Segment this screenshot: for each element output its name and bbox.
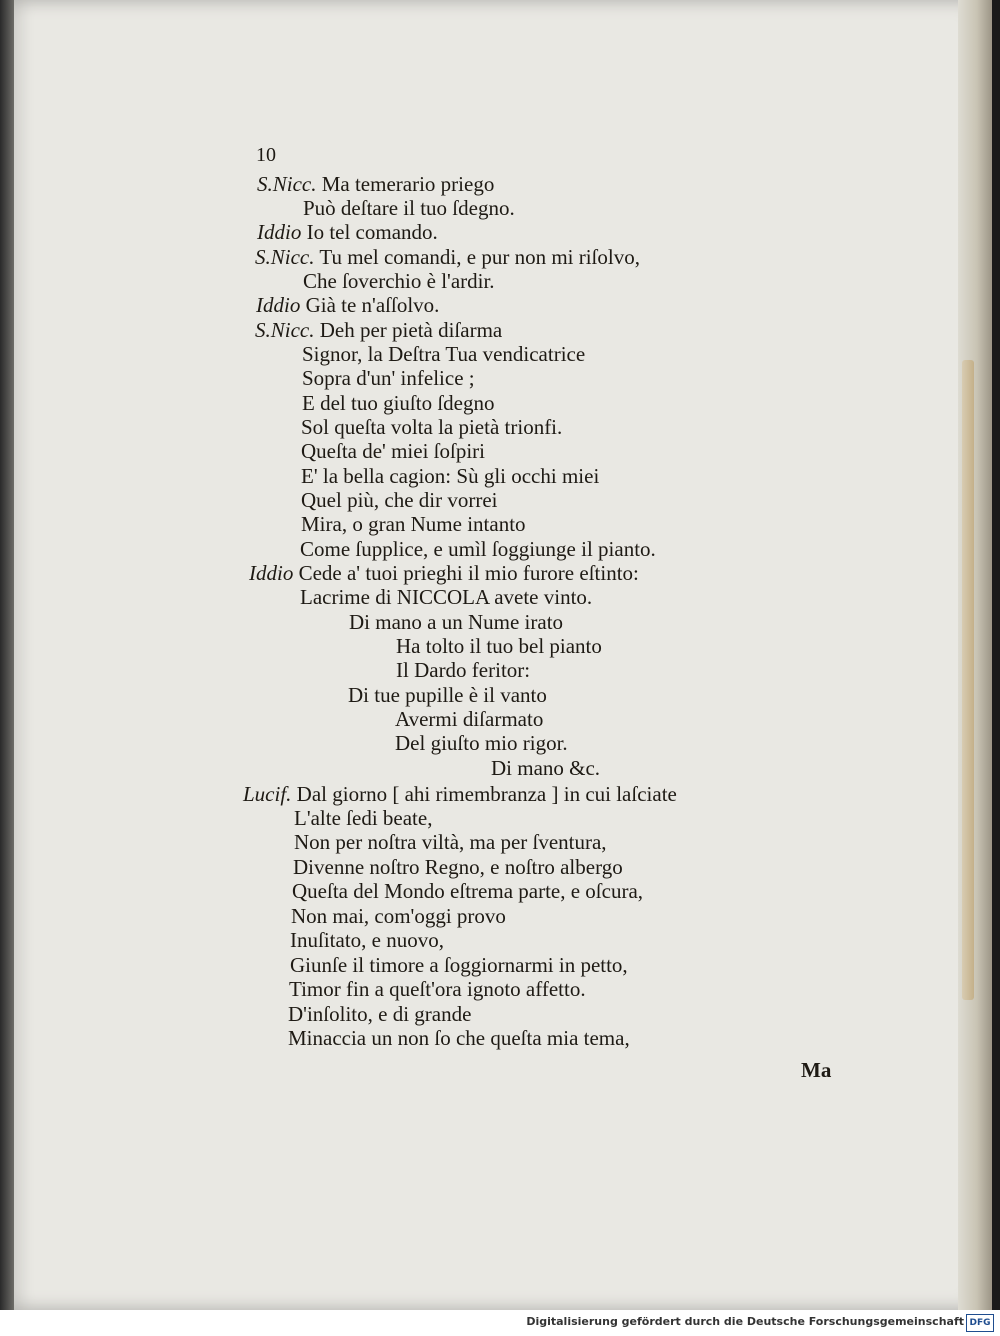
verse-text: Già te n'aſſolvo.	[305, 293, 440, 317]
text-line	[292, 879, 643, 903]
page-number: 10	[256, 144, 276, 166]
speaker-label: S.Nicc.	[257, 172, 317, 196]
text-line	[243, 782, 677, 806]
verse-text: Signor, la Deſtra Tua vendicatrice	[302, 342, 586, 366]
verse-text: Ma temerario priego	[321, 172, 495, 196]
speaker-label: Iddio	[256, 293, 301, 317]
text-line	[396, 634, 602, 658]
verse-text: Come ſupplice, e umìl ſoggiunge il pianto.	[300, 537, 656, 561]
text-line	[302, 366, 475, 390]
verse-text: Non per noſtra viltà, ma per ſventura,	[294, 830, 607, 854]
speaker-label: Iddio	[249, 561, 294, 585]
verse-text: Che ſoverchio è l'ardir.	[303, 269, 495, 293]
verse-text: Queſta de' miei ſoſpiri	[301, 439, 485, 463]
text-line	[300, 585, 592, 609]
verse-text: Ha tolto il tuo bel pianto	[396, 634, 602, 658]
text-line	[395, 707, 543, 731]
verse-text: Minaccia un non ſo che queſta mia tema,	[288, 1026, 630, 1050]
verse-text: E' la bella cagion: Sù gli occhi miei	[301, 464, 600, 488]
verse-text: Può deſtare il tuo ſdegno.	[303, 196, 515, 220]
text-line	[294, 830, 607, 854]
verse-text: Deh per pietà diſarma	[319, 318, 503, 342]
verse-text: Giunſe il timore a ſoggiornarmi in petto,	[290, 953, 628, 977]
verse-text: Tu mel comandi, e pur non mi riſolvo,	[319, 245, 640, 269]
verse-text: Cede a' tuoi prieghi il mio furore eſtinto:	[298, 561, 639, 585]
verse-text: Timor fin a queſt'ora ignoto affetto.	[289, 977, 586, 1001]
verse-text: Quel più, che dir vorrei	[301, 488, 498, 512]
digitization-footer	[0, 1310, 1000, 1336]
catchword: Ma	[801, 1058, 832, 1082]
verse-text: Sol queſta volta la pietà trionfi.	[301, 415, 563, 439]
verse-text: Io tel comando.	[306, 220, 438, 244]
verse-text: Il Dardo feritor:	[396, 658, 531, 682]
text-line	[256, 293, 439, 317]
verse-text: Dal giorno [ ahi rimembranza ] in cui laſciate	[296, 782, 677, 806]
text-line	[301, 488, 498, 512]
verse-text: Di tue pupille è il vanto	[348, 683, 547, 707]
verse-text: Queſta del Mondo eſtrema parte, e oſcura,	[292, 879, 644, 903]
text-line	[301, 512, 526, 536]
verse-text: Mira, o gran Nume intanto	[301, 512, 526, 536]
text-line	[257, 220, 438, 244]
text-line	[294, 806, 432, 830]
text-line	[257, 172, 494, 196]
verse-text: D'inſolito, e di grande	[288, 1002, 472, 1026]
text-line	[302, 391, 494, 415]
verse-text: Inuſitato, e nuovo,	[290, 928, 444, 952]
speaker-label: Lucif.	[243, 782, 292, 806]
dfg-logo-icon: DFG	[966, 1314, 994, 1332]
text-line	[301, 464, 599, 488]
text-line	[291, 904, 506, 928]
text-line	[491, 756, 600, 780]
text-line	[395, 731, 568, 755]
text-line	[288, 1026, 630, 1050]
text-line	[303, 269, 495, 293]
text-line	[249, 561, 639, 585]
verse-text: L'alte ſedi beate,	[294, 806, 433, 830]
verse-text: Del giuſto mio rigor.	[395, 731, 568, 755]
verse-text: Di mano &c.	[491, 756, 601, 780]
text-line	[303, 196, 515, 220]
verse-text: Divenne noſtro Regno, e noſtro albergo	[293, 855, 623, 879]
verse-text: Non mai, com'oggi provo	[291, 904, 506, 928]
text-line	[300, 537, 656, 561]
footer-credit: Digitalisierung gefördert durch die Deutsche Forschungsgemeinschaft	[526, 1315, 964, 1328]
speaker-label: S.Nicc.	[255, 245, 315, 269]
verse-text: E del tuo giuſto ſdegno	[302, 391, 495, 415]
text-line	[289, 977, 586, 1001]
text-line	[290, 953, 628, 977]
speaker-label: Iddio	[257, 220, 302, 244]
verse-text: Lacrime di NICCOLA avete vinto.	[300, 585, 593, 609]
verse-text: Di mano a un Nume irato	[349, 610, 564, 634]
verse-text: Sopra d'un' infelice ;	[302, 366, 475, 390]
text-line	[302, 342, 585, 366]
text-line	[396, 658, 530, 682]
verse-text: Avermi diſarmato	[395, 707, 544, 731]
text-line	[293, 855, 623, 879]
text-line	[349, 610, 563, 634]
text-line	[301, 415, 562, 439]
text-line	[290, 928, 444, 952]
text-line	[348, 683, 547, 707]
text-line	[255, 318, 502, 342]
text-line	[255, 245, 640, 269]
speaker-label: S.Nicc.	[255, 318, 315, 342]
text-line	[301, 439, 485, 463]
text-line	[288, 1002, 471, 1026]
